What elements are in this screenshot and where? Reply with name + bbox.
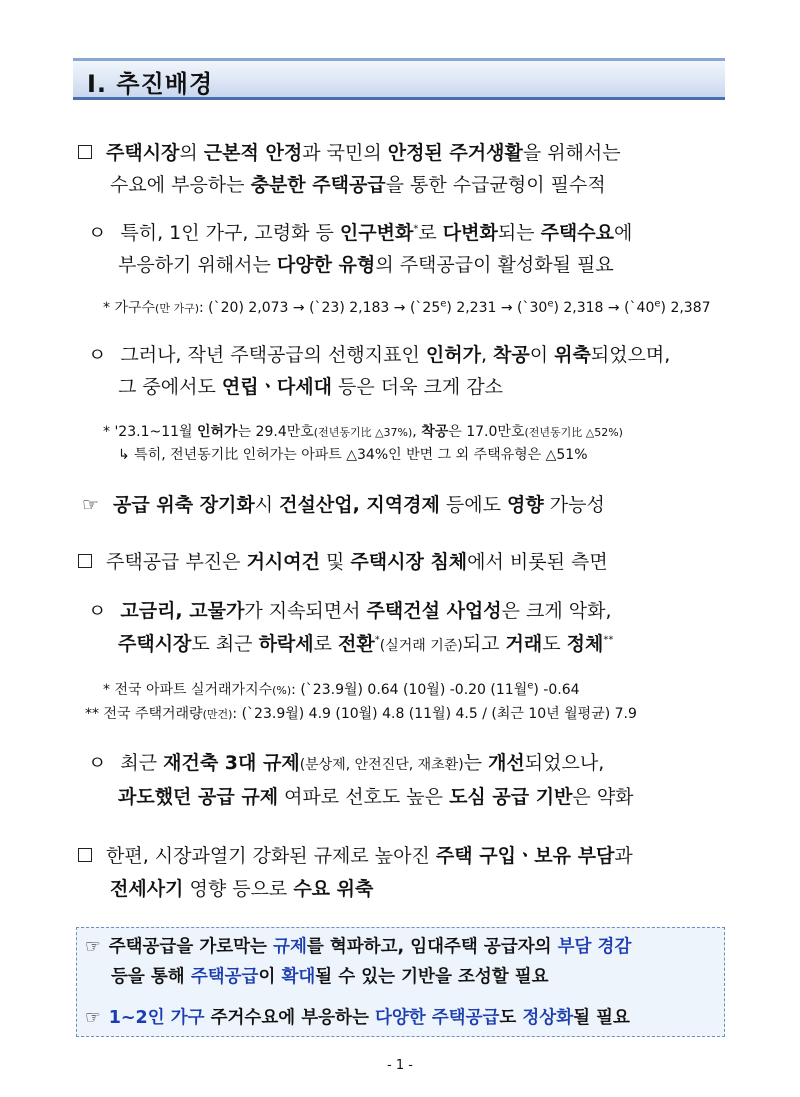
s3-line2: 전세사기 영향 등으로 수요 위축	[110, 878, 374, 900]
box-line2: 등을 통해 주택공급이 확대될 수 있는 기반을 조성할 필요	[111, 967, 549, 987]
note-households: * 가구수(만 가구): (`20) 2,073 → (`23) $2,183 \to (`25^e) 2,231$ → $(`30^e) 2,318$ → $(`40^e)$ 2,387	[103, 298, 711, 316]
box-line3: ☞ 1~2인 가구 주거수요에 부응하는 다양한 주택공급도 정상화될 필요	[85, 1005, 630, 1031]
box-line1: ☞ 주택공급을 가로막는 규제를 혁파하고, 임대주택 공급자의 부담 경감	[85, 934, 631, 960]
s1a-line2: 부응하기 위해서는 다양한 유형의 주택공급이 활성화될 필요	[118, 254, 614, 276]
s1b-line1: ㅇ 그러나, 작년 주택공급의 선행지표인 인허가, 착공이 위축되었으며,	[88, 344, 671, 366]
s2b-line1: ㅇ 최근 재건축 3대 규제(분상제, 안전진단, 재초환)는 개선되었으나,	[88, 752, 605, 774]
conclusion-box	[76, 927, 725, 1037]
pointing-hand-icon: ☞	[85, 937, 101, 957]
s1-line2: 수요에 부응하는 충분한 주택공급을 통한 수급균형이 필수적	[110, 174, 606, 196]
note-transactions: ** 전국 주택거래량(만건): (`23.9월) 4.9 (10월) 4.8 (11월) 4.5 / (최근 10년 월평균) 7.9	[85, 706, 637, 722]
note-price-index: * 전국 아파트 실거래가지수(%): (`23.9월) 0.64 (10월) -0.20 (11월$^e$) -0.64	[103, 680, 580, 698]
s2-line1: 주택공급 부진은 거시여건 및 주택시장 침체에서 비롯된 측면	[78, 549, 608, 575]
pointing-hand-icon: ☞	[82, 494, 100, 516]
s1b-line2: 그 중에서도 연립ㆍ다세대 등은 더욱 크게 감소	[118, 376, 503, 398]
s2a-line2: 주택시장도 최근 하락세로 전환*(실거래 기준)되고 거래도 정체**	[118, 633, 614, 655]
pointing-hand-icon: ☞	[85, 1008, 101, 1028]
circle-bullet-icon: ㅇ	[88, 222, 107, 244]
section-title: Ⅰ. 추진배경	[87, 70, 214, 98]
circle-bullet-icon: ㅇ	[88, 344, 107, 366]
s3-line1: 한편, 시장과열기 강화된 규제로 높아진 주택 구입ㆍ보유 부담과	[78, 843, 633, 869]
circle-bullet-icon: ㅇ	[88, 752, 107, 774]
note-permits-line2: ↳ 특히, 전년동기比 인허가는 아파트 △34%인 반면 그 외 주택유형은 △51%	[118, 447, 588, 463]
s2b-line2: 과도했던 공급 규제 여파로 선호도 높은 도심 공급 기반은 약화	[118, 786, 634, 808]
square-bullet-icon	[78, 848, 92, 862]
square-bullet-icon	[78, 145, 92, 159]
circle-bullet-icon: ㅇ	[88, 600, 107, 622]
note-permits-line1: * '23.1~11월 인허가는 29.4만호(전년동기比 △37%), 착공은 17.0만호(전년동기比 △52%)	[103, 424, 623, 440]
s1-line1: 주택시장의 근본적 안정과 국민의 안정된 주거생활을 위해서는	[78, 140, 621, 166]
s1c-line: ☞ 공급 위축 장기화시 건설산업, 지역경제 등에도 영향 가능성	[82, 494, 605, 516]
square-bullet-icon	[78, 554, 92, 568]
s1a-line1: ㅇ 특히, 1인 가구, 고령화 등 인구변화*로 다변화되는 주택수요에	[88, 222, 633, 244]
page-number: - 1 -	[387, 1058, 413, 1073]
s2a-line1: ㅇ 고금리, 고물가가 지속되면서 주택건설 사업성은 크게 악화,	[88, 600, 612, 622]
section-header	[73, 58, 725, 100]
